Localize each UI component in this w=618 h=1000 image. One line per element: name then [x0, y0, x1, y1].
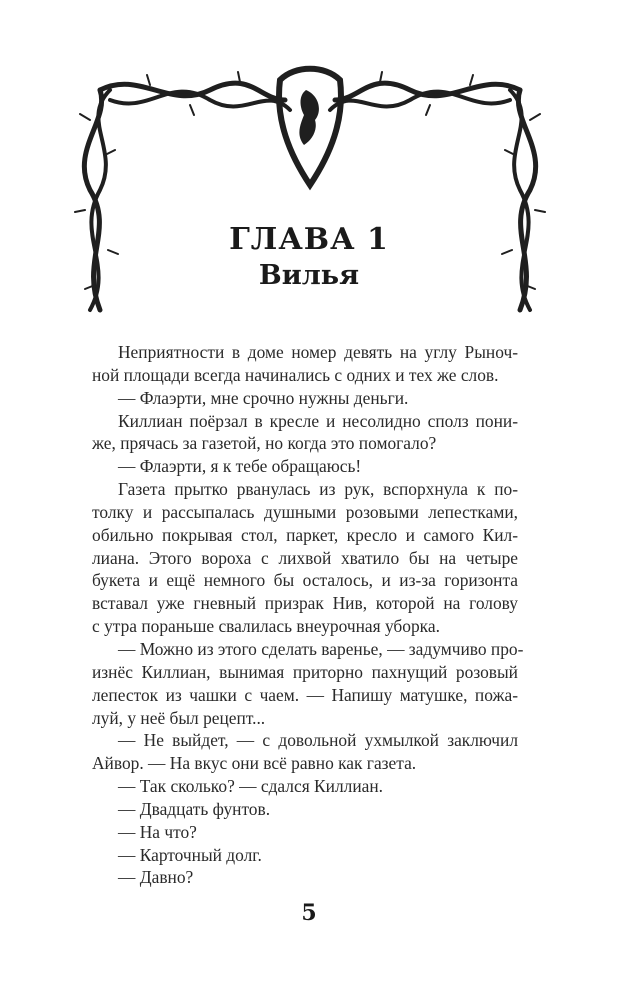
text-line: же, прячась за газетой, но когда это помогало? [92, 433, 437, 454]
chapter-title: Вилья [258, 260, 360, 291]
body-text [92, 341, 524, 889]
woman-silhouette-icon [299, 90, 319, 145]
page-number: 5 [301, 900, 317, 926]
text-line: Газета прытко рванулась из рук, вспорхнула к по- [118, 479, 518, 500]
text-line: луй, у неё был рецепт... [92, 707, 266, 728]
text-line: обильно покрывая стол, паркет, кресло и самого Кил- [92, 524, 518, 545]
text-line: — Двадцать фунтов. [118, 798, 271, 819]
text-line: Айвор. — На вкус они всё равно как газета. [92, 753, 417, 774]
text-line: вставал уже гневный призрак Нив, которой на голову [92, 593, 518, 614]
text-line: — Не выйдет, — с довольной ухмылкой заключил [118, 730, 518, 751]
text-line: с утра пораньше свалилась внеурочная уборка. [92, 616, 440, 637]
text-line: изнёс Киллиан, вынимая приторно пахнущий розовый [92, 661, 518, 682]
text-line: лиана. Этого вороха с лихвой хватило бы на четыре [92, 547, 518, 568]
text-line: — Флаэрти, я к тебе обращаюсь! [118, 456, 362, 477]
text-line: толку и рассыпалась душными розовыми лепестками, [92, 501, 518, 522]
text-line: букета и ещё немного бы осталось, и из-за горизонта [92, 570, 518, 591]
text-line: Неприятности в доме номер девять на углу Рыноч- [118, 342, 518, 362]
text-line: ной площади всегда начинались с одних и тех же слов. [92, 364, 499, 385]
text-line: — Можно из этого сделать варенье, — задумчиво про- [118, 638, 524, 659]
text-line: — Карточный долг. [118, 844, 262, 865]
text-line: — Флаэрти, мне срочно нужны деньги. [118, 387, 409, 408]
text-line: Киллиан поёрзал в кресле и несолидно сполз пони- [118, 410, 518, 431]
central-shield-emblem [279, 69, 341, 185]
chapter-number: ГЛАВА 1 [229, 222, 389, 257]
text-line: — Давно? [118, 867, 194, 888]
text-line: лепесток из чашки с чаем. — Напишу матушке, пожа- [92, 684, 518, 705]
text-line: — Так сколько? — сдался Киллиан. [118, 776, 383, 797]
text-line: — На что? [118, 821, 197, 842]
